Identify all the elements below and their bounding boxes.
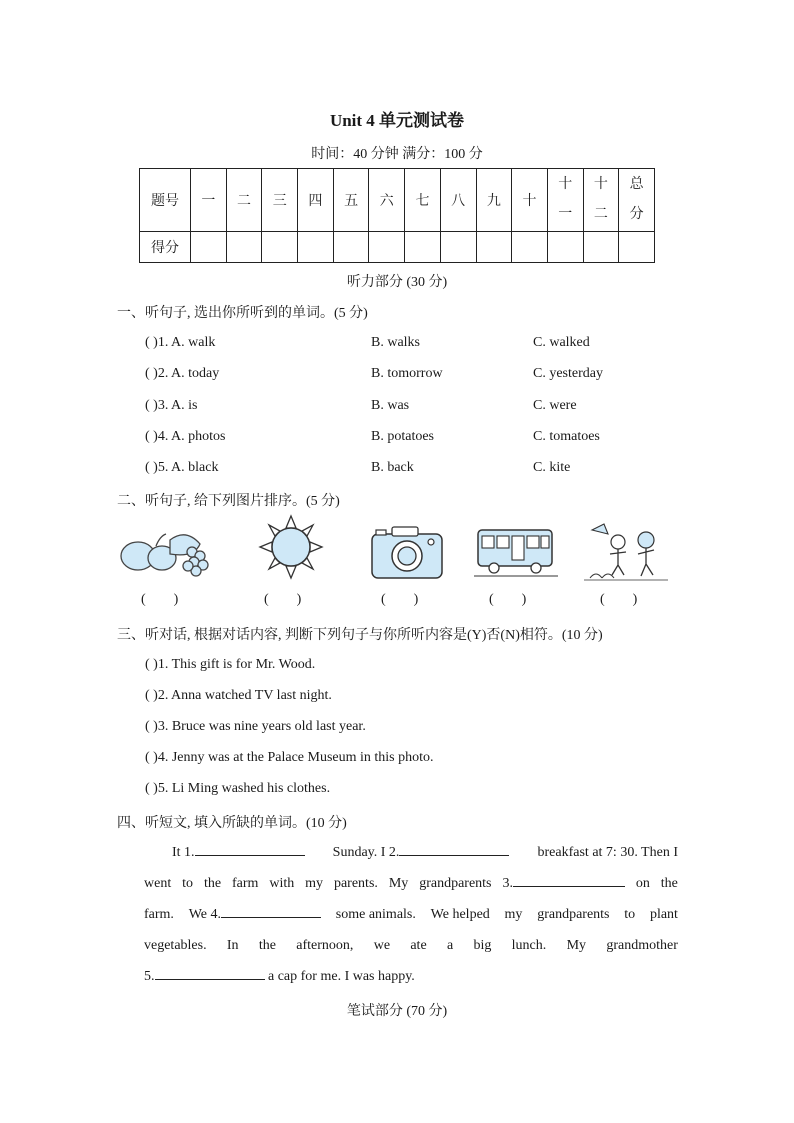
picture-order-blank[interactable]: ( ) (381, 592, 419, 607)
passage-text: breakfast at 7: 30. Then I (537, 845, 678, 860)
section2-heading: 二、听句子, 给下列图片排序。(5 分) (117, 494, 340, 509)
section1-heading: 一、听句子, 选出你所听到的单词。(5 分) (117, 306, 368, 321)
score-table-col: 十 (512, 169, 548, 232)
score-table-col: 三 (262, 169, 298, 232)
passage-word: on (635, 876, 650, 891)
passage-word: We helped (430, 907, 490, 922)
score-table-col: 五 (333, 169, 369, 232)
passage-text: a cap for me. I was happy. (268, 969, 415, 984)
score-table-col (619, 169, 655, 232)
passage-word: to (182, 876, 194, 891)
s1-q2-option-a: ( )2. A. today (145, 366, 220, 381)
passage-word: the (660, 876, 678, 891)
score-table-col-text: 十二 (593, 177, 608, 222)
passage-text: 3. (502, 876, 513, 891)
score-table-row-label: 得分 (140, 232, 191, 263)
s1-q5-option-b: B. back (371, 460, 414, 475)
passage-word: farm (231, 876, 259, 891)
passage-word: ate (410, 938, 427, 953)
passage-word: grandparents (537, 907, 610, 922)
passage-word: the (258, 938, 276, 953)
listening-section-title: 听力部分 (30 分) (346, 275, 448, 290)
s1-q1-option-a: ( )1. A. walk (145, 335, 216, 350)
passage-word: we (373, 938, 391, 953)
passage-word: grandparents (419, 876, 492, 891)
passage-word: to (624, 907, 636, 922)
s3-statement: ( )4. Jenny was at the Palace Museum in this photo. (145, 750, 434, 765)
s1-q1-option-c: C. walked (533, 335, 590, 350)
passage-word: My (388, 876, 409, 891)
passage-line (144, 961, 678, 992)
blank-4[interactable] (221, 903, 321, 918)
passage-word: vegetables. (144, 938, 207, 953)
passage-word: my (305, 876, 324, 891)
score-table-col (583, 169, 619, 232)
passage-word: went (144, 876, 172, 891)
s3-statement: ( )3. Bruce was nine years old last year. (145, 719, 366, 734)
s1-q5-option-c: C. kite (533, 460, 571, 475)
score-table-header-row (140, 169, 655, 232)
passage-word: lunch. (511, 938, 547, 953)
passage-text (189, 899, 321, 930)
written-section-title: 笔试部分 (70 分) (346, 1004, 448, 1019)
s1-q3-option-b: B. was (371, 398, 410, 413)
camera-icon (370, 524, 444, 580)
score-cell[interactable] (619, 232, 655, 263)
s1-q1-option-b: B. walks (371, 335, 420, 350)
s3-statement: ( )2. Anna watched TV last night. (145, 688, 332, 703)
score-cell[interactable] (440, 232, 476, 263)
fruit-icon (118, 520, 214, 580)
score-cell[interactable] (512, 232, 548, 263)
score-cell[interactable] (191, 232, 227, 263)
score-table (139, 168, 655, 263)
blank-2[interactable] (399, 841, 509, 856)
s1-q3-option-a: ( )3. A. is (145, 398, 198, 413)
passage-text (333, 837, 510, 868)
passage-word: plant (649, 907, 678, 922)
passage-line (144, 868, 678, 899)
score-table-col: 八 (440, 169, 476, 232)
playing-kids-icon (584, 520, 668, 584)
blank-3[interactable] (513, 872, 625, 887)
picture-order-blank[interactable]: ( ) (489, 592, 527, 607)
section4-heading: 四、听短文, 填入所缺的单词。(10 分) (117, 816, 347, 831)
score-cell[interactable] (583, 232, 619, 263)
score-table-col (547, 169, 583, 232)
passage-line (144, 930, 678, 961)
passage-word: grandmother (606, 938, 678, 953)
passage-text: We 4. (188, 907, 222, 922)
s1-q2-option-b: B. tomorrow (371, 366, 443, 381)
passage-word: my (504, 907, 523, 922)
score-table-col-text: 十一 (558, 177, 573, 222)
score-table-col: 四 (298, 169, 334, 232)
cloze-passage (144, 837, 678, 992)
passage-text (144, 837, 305, 868)
passage-word: with (269, 876, 295, 891)
passage-text (502, 868, 625, 899)
score-table-col: 七 (405, 169, 441, 232)
s1-q4-option-c: C. tomatoes (533, 429, 600, 444)
s1-q4-option-b: B. potatoes (371, 429, 434, 444)
passage-word: parents. (333, 876, 378, 891)
score-cell[interactable] (298, 232, 334, 263)
passage-line (144, 899, 678, 930)
score-cell[interactable] (405, 232, 441, 263)
score-table-col-text: 总分 (629, 177, 644, 222)
score-cell[interactable] (262, 232, 298, 263)
blank-5[interactable] (155, 965, 265, 980)
s3-statement: ( )5. Li Ming washed his clothes. (145, 781, 331, 796)
score-table-col: 九 (476, 169, 512, 232)
s1-q4-option-a: ( )4. A. photos (145, 429, 226, 444)
score-cell[interactable] (369, 232, 405, 263)
score-cell[interactable] (547, 232, 583, 263)
section3-heading: 三、听对话, 根据对话内容, 判断下列句子与你所听内容是(Y)否(N)相符。(10 分) (117, 628, 603, 643)
passage-word: some animals. (335, 907, 416, 922)
passage-line (144, 837, 678, 868)
passage-word: My (566, 938, 587, 953)
picture-order-blank[interactable]: ( ) (141, 592, 179, 607)
score-table-col: 一 (191, 169, 227, 232)
score-table-row-label: 题号 (140, 169, 191, 232)
bus-icon (474, 524, 558, 580)
page-title: Unit 4 单元测试卷 (329, 111, 465, 130)
sun-icon (258, 514, 324, 580)
score-cell[interactable] (226, 232, 262, 263)
s1-q2-option-c: C. yesterday (533, 366, 603, 381)
s1-q3-option-c: C. were (533, 398, 577, 413)
passage-word: the (203, 876, 222, 891)
picture-order-blank[interactable]: ( ) (600, 592, 638, 607)
score-cell[interactable] (476, 232, 512, 263)
s3-statement: ( )1. This gift is for Mr. Wood. (145, 657, 316, 672)
score-table-col: 二 (226, 169, 262, 232)
passage-text: Sunday. I 2. (332, 845, 400, 860)
passage-word: big (473, 938, 492, 953)
score-table-col: 六 (369, 169, 405, 232)
s1-q5-option-a: ( )5. A. black (145, 460, 219, 475)
passage-word: farm. (144, 907, 174, 922)
exam-meta: 时间：40 分钟 满分：100 分 (311, 147, 483, 162)
blank-1[interactable] (195, 841, 305, 856)
passage-word: afternoon, (296, 938, 354, 953)
picture-order-blank[interactable]: ( ) (264, 592, 302, 607)
score-table-score-row (140, 232, 655, 263)
passage-word: In (226, 938, 239, 953)
score-cell[interactable] (333, 232, 369, 263)
passage-text: It 1. (172, 845, 195, 860)
passage-text: 5. (144, 969, 155, 984)
passage-word: a (446, 938, 454, 953)
